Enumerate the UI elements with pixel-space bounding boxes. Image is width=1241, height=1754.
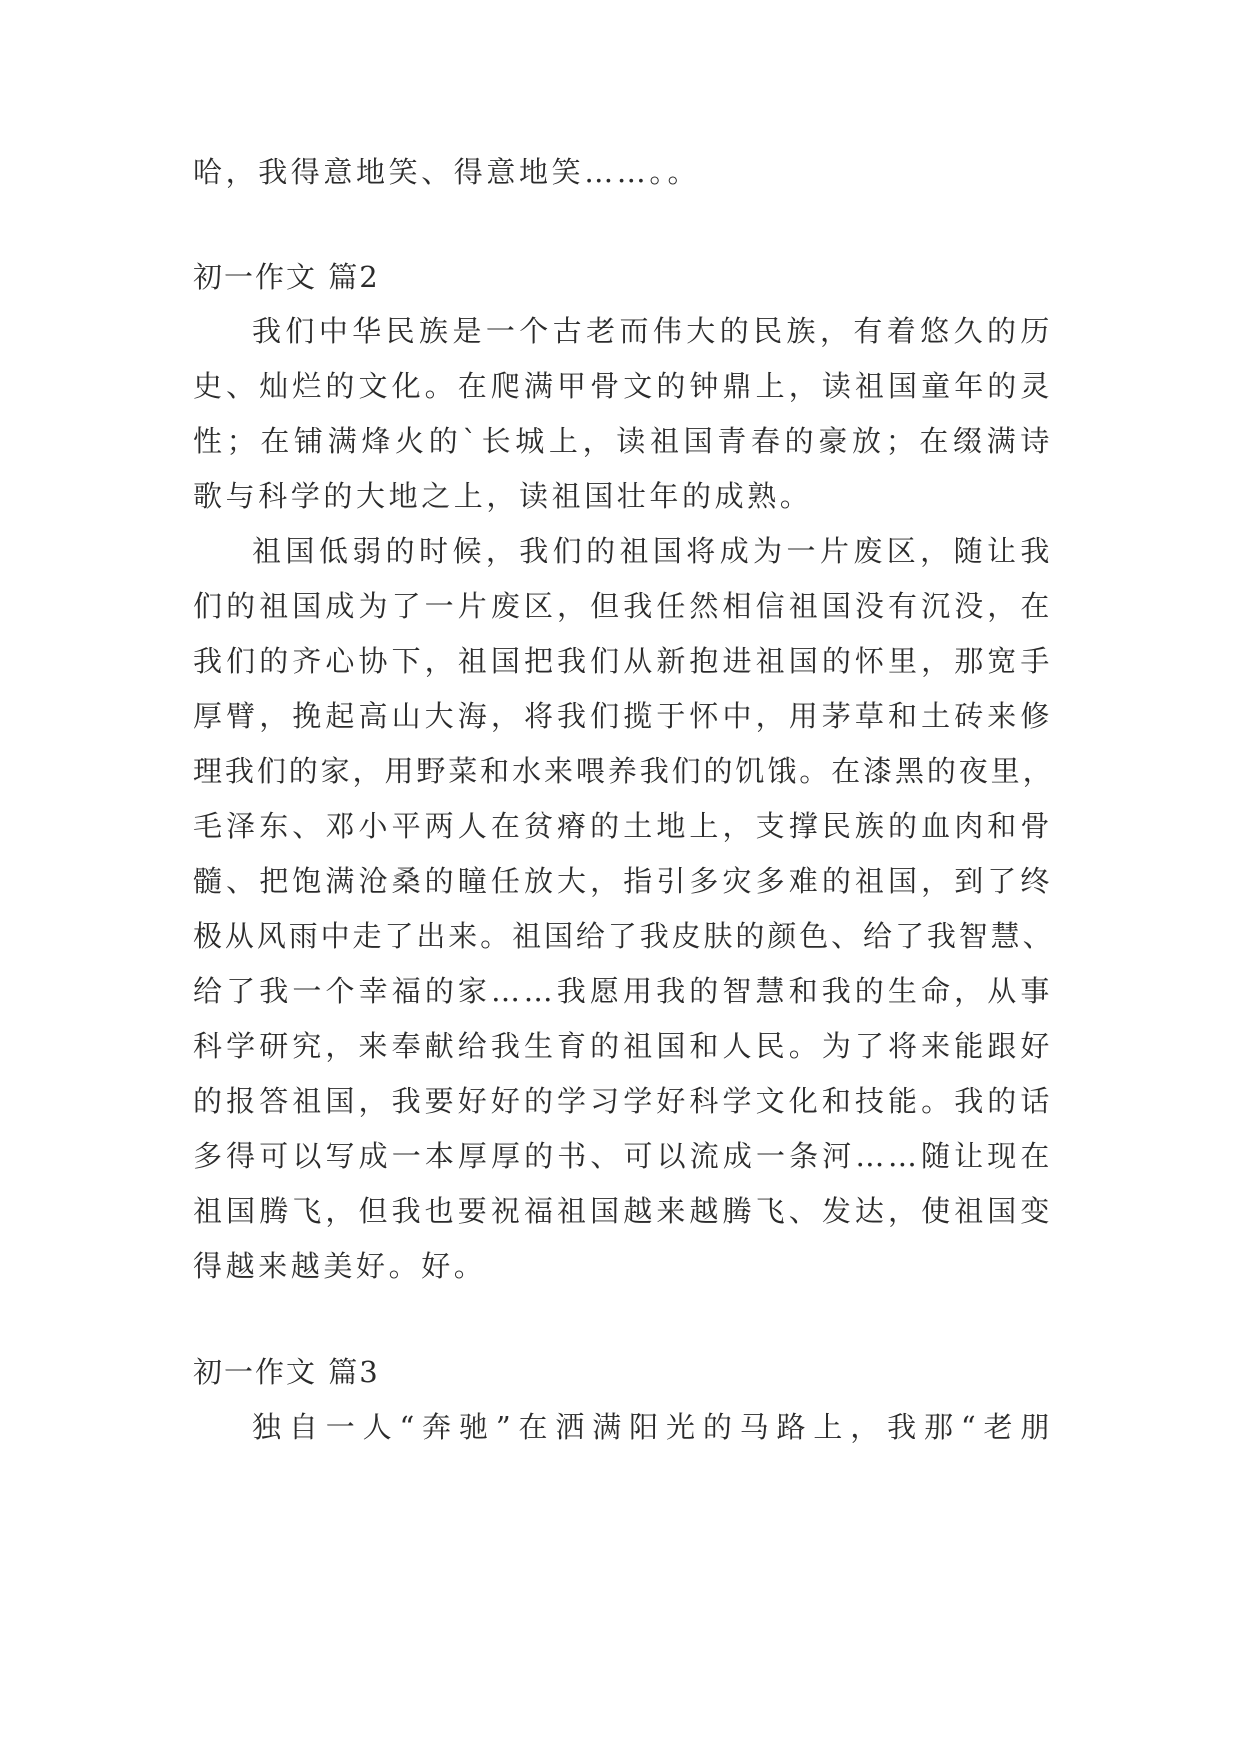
section-heading-2: 初一作文 篇2	[193, 260, 380, 294]
paragraph-line: 髓、把饱满沧桑的瞳任放大，指引多灾多难的祖国，到了终	[193, 864, 1053, 898]
paragraph-line: 科学研究，来奉献给我生育的祖国和人民。为了将来能跟好	[193, 1029, 1053, 1063]
section-heading-3: 初一作文 篇3	[193, 1355, 380, 1389]
paragraph-line: 理我们的家，用野菜和水来喂养我们的饥饿。在漆黑的夜里，	[193, 754, 1053, 788]
paragraph-line: 极从风雨中走了出来。祖国给了我皮肤的颜色、给了我智慧、	[193, 919, 1053, 953]
paragraph-line: 给了我一个幸福的家……我愿用我的智慧和我的生命，从事	[193, 974, 1053, 1008]
paragraph-line: 我们的齐心协下，祖国把我们从新抱进祖国的怀里，那宽手	[193, 644, 1053, 678]
paragraph-line: 史、灿烂的文化。在爬满甲骨文的钟鼎上，读祖国童年的灵	[193, 369, 1053, 403]
paragraph-line: 多得可以写成一本厚厚的书、可以流成一条河……随让现在	[193, 1139, 1053, 1173]
paragraph-line: 祖国低弱的时候，我们的祖国将成为一片废区，随让我	[252, 534, 1053, 568]
paragraph-line: 毛泽东、邓小平两人在贫瘠的土地上，支撑民族的血肉和骨	[193, 809, 1053, 843]
paragraph-line: 得越来越美好。好。	[193, 1249, 487, 1283]
paragraph-line: 的报答祖国，我要好好的学习学好科学文化和技能。我的话	[193, 1084, 1053, 1118]
intro-tail-line: 哈，我得意地笑、得意地笑……。。	[193, 155, 701, 189]
paragraph-line: 歌与科学的大地之上，读祖国壮年的成熟。	[193, 479, 813, 513]
paragraph-line: 们的祖国成为了一片废区，但我任然相信祖国没有沉没，在	[193, 589, 1053, 623]
paragraph-line: 性；在铺满烽火的`长城上，读祖国青春的豪放；在缀满诗	[193, 424, 1053, 458]
paragraph-line: 独自一人“奔驰”在洒满阳光的马路上，我那“老朋	[252, 1410, 1053, 1444]
paragraph-line: 祖国腾飞，但我也要祝福祖国越来越腾飞、发达，使祖国变	[193, 1194, 1053, 1228]
paragraph-line: 厚臂，挽起高山大海，将我们揽于怀中，用茅草和土砖来修	[193, 699, 1053, 733]
paragraph-line: 我们中华民族是一个古老而伟大的民族，有着悠久的历	[252, 314, 1053, 348]
